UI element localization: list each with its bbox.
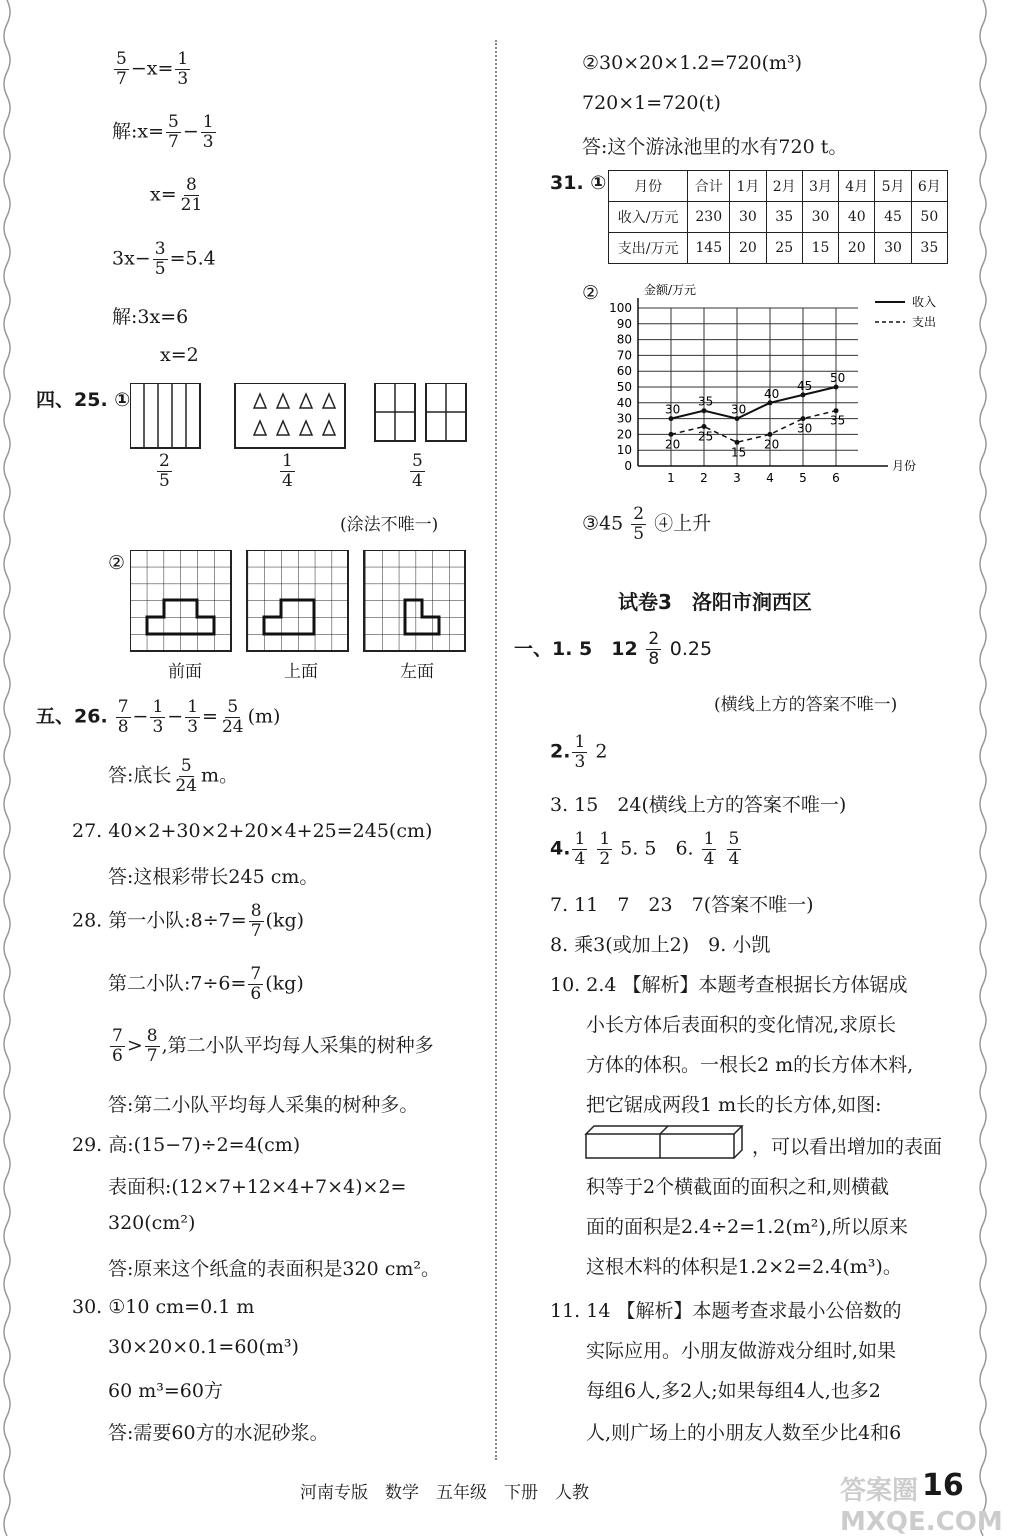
view-top-label: 上面 xyxy=(284,662,318,682)
q30-volume: 30×20×0.1=60(m³) xyxy=(108,1336,299,1358)
y-tick-label: 90 xyxy=(616,316,632,331)
x-tick-label: 4 xyxy=(766,471,774,485)
y-tick-label: 50 xyxy=(616,380,632,394)
s7: 7. 11 7 23 7(答案不唯一) xyxy=(550,894,814,916)
table-cell: 3月 xyxy=(802,171,838,202)
data-point xyxy=(834,385,839,390)
data-label: 20 xyxy=(764,437,780,452)
s11-line-2: 实际应用。小朋友做游戏分组时,如果 xyxy=(586,1340,897,1362)
s10-line-4: 把它锯成两段1 m长的长方体,如图: xyxy=(586,1094,882,1116)
s2: 2. $\frac{1}{3}$ 2 xyxy=(550,732,608,772)
table-cell: 35 xyxy=(766,202,802,233)
y-axis-label: 金额/万元 xyxy=(644,283,697,297)
data-label: 40 xyxy=(764,386,780,401)
s11-line-4: 人,则广场上的小朋友人数至少比4和6 xyxy=(586,1422,902,1444)
footer: 河南专版 数学 五年级 下册 人教 xyxy=(300,1483,589,1503)
fraction: $\frac{5}{7}$ xyxy=(116,49,127,89)
q29-area: 表面积:(12×7+12×4+7×4)×2= xyxy=(108,1176,407,1198)
table-cell: 收入/万元 xyxy=(609,202,688,233)
watermark: 答案圈 MXQE.COM xyxy=(840,1476,1003,1537)
eq1-solution: 解:x= $\frac{5}{7}$ − $\frac{1}{3}$ xyxy=(112,112,214,152)
view-grids xyxy=(130,550,470,660)
data-point xyxy=(768,432,773,437)
table-cell: 20 xyxy=(839,233,875,264)
table-cell: 20 xyxy=(730,233,766,264)
table-cell: 50 xyxy=(911,202,947,233)
table-cell: 25 xyxy=(766,233,802,264)
q30-part2: ②30×20×1.2=720(m³) xyxy=(582,52,803,74)
s1-note: (横线上方的答案不唯一) xyxy=(714,695,898,715)
q31-part3-4: ③45 $\frac{2}{5}$ ④上升 xyxy=(582,504,712,544)
s8-s9: 8. 乘3(或加上2) 9. 小凯 xyxy=(550,934,771,956)
column-divider xyxy=(495,40,497,1460)
x-tick-label: 2 xyxy=(700,471,708,485)
y-tick-label: 60 xyxy=(616,364,632,379)
data-label: 30 xyxy=(665,402,681,417)
q30-convert: 30. ①10 cm=0.1 m xyxy=(72,1296,255,1318)
x-axis-label: 月份 xyxy=(892,459,917,473)
table-cell: 4月 xyxy=(839,171,875,202)
s10-line-3: 方体的体积。一根长2 m的长方体木料, xyxy=(586,1054,914,1076)
data-label: 35 xyxy=(830,413,846,428)
data-label: 20 xyxy=(665,437,681,452)
page-number: 16 xyxy=(922,1468,964,1503)
data-label: 25 xyxy=(698,429,714,444)
data-label: 15 xyxy=(731,445,747,460)
data-label: 45 xyxy=(797,378,813,393)
table-cell: 40 xyxy=(839,202,875,233)
q28-compare: $\frac{7}{6}$ > $\frac{8}{7}$ ,第二小队平均每人采集的树种多 xyxy=(112,1026,434,1066)
section-title: 试卷3 洛阳市涧西区 xyxy=(618,590,812,614)
table-cell: 145 xyxy=(688,233,730,264)
q25-part2: ② xyxy=(108,552,126,574)
y-tick-label: 80 xyxy=(616,332,632,347)
data-point xyxy=(834,408,839,413)
data-label: 35 xyxy=(698,394,714,409)
q27-answer: 答:这根彩带长245 cm。 xyxy=(108,866,319,888)
s1: 一、1. 5 12 $\frac{2}{8}$ 0.25 xyxy=(514,629,713,669)
income-table xyxy=(608,170,948,264)
s10-line-8: 这根木料的体积是1.2×2=2.4(m³)。 xyxy=(586,1256,902,1278)
wood-diagram xyxy=(584,1124,746,1160)
y-tick-label: 10 xyxy=(616,443,632,458)
view-left-label: 左面 xyxy=(400,662,434,682)
q25-note: (涂法不唯一) xyxy=(340,515,439,535)
table-cell: 月份 xyxy=(609,171,688,202)
eq2-answer: x=2 xyxy=(160,344,199,366)
q30-unit: 60 m³=60方 xyxy=(108,1380,223,1402)
s10-line-6: 积等于2个横截面的面积之和,则横截 xyxy=(586,1176,890,1198)
q25-shapes xyxy=(130,383,470,453)
eq1-answer: x= $\frac{8}{21}$ xyxy=(150,175,203,215)
data-point xyxy=(768,400,773,405)
data-point xyxy=(702,408,707,413)
data-point xyxy=(702,424,707,429)
q30-weight: 720×1=720(t) xyxy=(582,92,721,114)
data-label: 30 xyxy=(797,421,813,436)
table-cell: 1月 xyxy=(730,171,766,202)
data-point xyxy=(669,416,674,421)
table-cell: 支出/万元 xyxy=(609,233,688,264)
q28-first: 28. 第一小队:8÷7= $\frac{8}{7}$ (kg) xyxy=(72,901,305,941)
data-label: 50 xyxy=(830,371,846,385)
q27: 27. 40×2+30×2+20×4+25=245(cm) xyxy=(72,820,433,842)
q29-area-result: 320(cm²) xyxy=(108,1212,196,1234)
table-cell: 45 xyxy=(875,202,911,233)
eq2: 3x− $\frac{3}{5}$ =5.4 xyxy=(112,239,216,279)
right-wavy-border xyxy=(976,0,990,1536)
x-tick-label: 3 xyxy=(733,471,741,485)
q29-answer: 答:原来这个纸盒的表面积是320 cm²。 xyxy=(108,1258,440,1280)
table-cell: 合计 xyxy=(688,171,730,202)
table-cell: 15 xyxy=(802,233,838,264)
q28-second: 第二小队:7÷6= $\frac{7}{6}$ (kg) xyxy=(108,964,304,1004)
fraction: $\frac{1}{3}$ xyxy=(177,49,189,89)
data-point xyxy=(735,440,740,445)
y-tick-label: 100 xyxy=(609,301,632,315)
y-tick-label: 20 xyxy=(616,427,632,442)
q26: 五、26. $\frac{7}{8}$ − $\frac{1}{3}$ − $\frac{1}{3}$ = $\frac{5}{24}$ (m) xyxy=(36,697,281,737)
data-point xyxy=(801,416,806,421)
table-cell: 6月 xyxy=(911,171,947,202)
s10-line-1: 10. 2.4 【解析】本题考查根据长方体锯成 xyxy=(550,974,908,996)
y-tick-label: 0 xyxy=(624,459,632,473)
q25-label: 四、25. ① xyxy=(36,389,131,411)
q25-frac-3: $\frac{5}{4}$ xyxy=(412,451,423,491)
s3: 3. 15 24(横线上方的答案不唯一) xyxy=(550,794,847,816)
table-row xyxy=(609,202,948,233)
table-cell: 2月 xyxy=(766,171,802,202)
x-tick-label: 1 xyxy=(667,471,675,485)
table-cell: 30 xyxy=(802,202,838,233)
left-wavy-border xyxy=(0,0,14,1536)
legend-label: 收入 xyxy=(912,295,937,309)
table-cell: 230 xyxy=(688,202,730,233)
table-cell: 30 xyxy=(875,233,911,264)
eq2-solution: 解:3x=6 xyxy=(112,306,189,328)
data-point xyxy=(735,416,740,421)
q25-frac-2: $\frac{1}{4}$ xyxy=(282,451,293,491)
s10-line-2: 小长方体后表面积的变化情况,求原长 xyxy=(586,1014,897,1036)
table-row xyxy=(609,233,948,264)
y-tick-label: 70 xyxy=(616,348,632,363)
y-tick-label: 40 xyxy=(616,395,632,410)
table-cell: 35 xyxy=(911,233,947,264)
table-header-row xyxy=(609,171,948,202)
q26-answer: 答:底长 $\frac{5}{24}$ m。 xyxy=(108,756,239,796)
s11-line-1: 11. 14 【解析】本题考查求最小公倍数的 xyxy=(550,1300,902,1322)
q30-answer: 答:需要60方的水泥砂浆。 xyxy=(108,1422,329,1444)
view-front-label: 前面 xyxy=(168,662,202,682)
y-tick-label: 30 xyxy=(616,411,632,426)
s10-line-5: ，可以看出增加的表面 xyxy=(752,1136,943,1158)
s10-line-7: 面的面积是2.4÷2=1.2(m²),所以原来 xyxy=(586,1216,908,1238)
data-label: 30 xyxy=(731,402,747,417)
q28-answer: 答:第二小队平均每人采集的树种多。 xyxy=(108,1094,419,1116)
s4-s6: 4. $\frac{1}{4}$ $\frac{1}{2}$ 5. 5 6. $\frac{1}{4}$ $\frac{5}{4}$ xyxy=(550,829,740,869)
s11-line-3: 每组6人,多2人;如果每组4人,也多2 xyxy=(586,1380,881,1402)
data-point xyxy=(801,392,806,397)
data-point xyxy=(669,432,674,437)
line-chart xyxy=(590,278,960,488)
x-tick-label: 5 xyxy=(799,471,807,485)
q31-label: 31. ① xyxy=(550,172,607,194)
x-tick-label: 6 xyxy=(832,471,840,485)
q25-frac-1: $\frac{2}{5}$ xyxy=(159,451,170,491)
q31-part2: ② xyxy=(582,282,600,304)
q29-height: 29. 高:(15−7)÷2=4(cm) xyxy=(72,1134,301,1156)
table-cell: 30 xyxy=(730,202,766,233)
eq1: $\frac{5}{7}$ −x= $\frac{1}{3}$ xyxy=(116,49,189,89)
table-cell: 5月 xyxy=(875,171,911,202)
q30-part2-answer: 答:这个游泳池里的水有720 t。 xyxy=(582,136,848,158)
legend-label: 支出 xyxy=(912,315,937,329)
